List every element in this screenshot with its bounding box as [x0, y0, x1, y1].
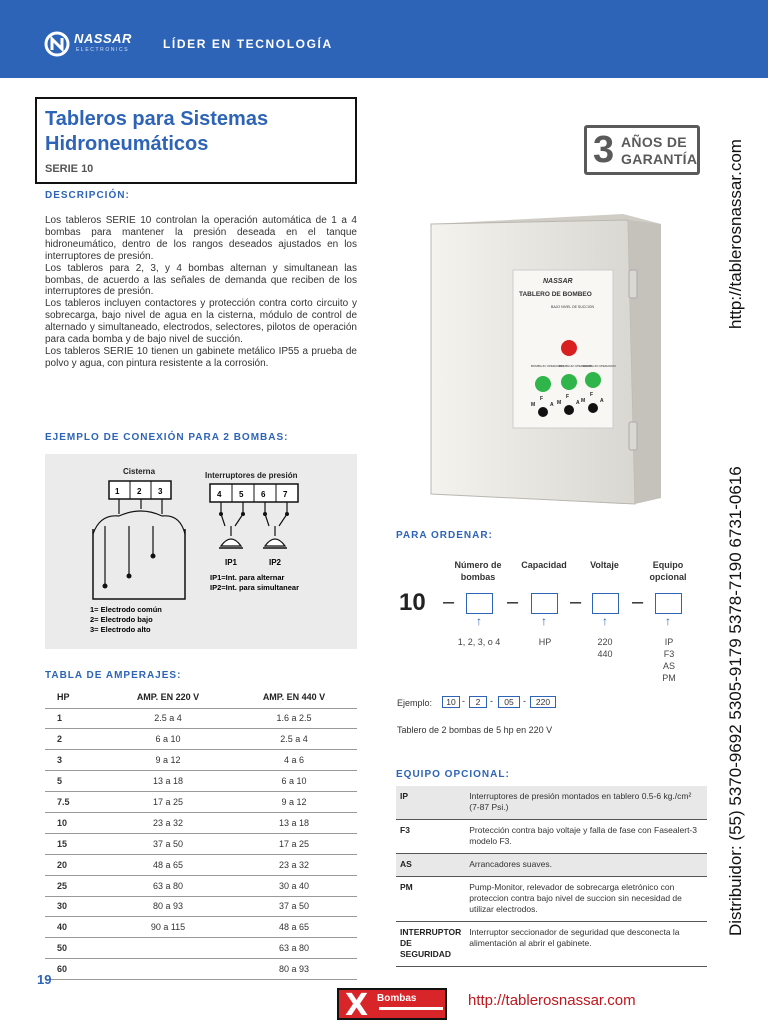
order-box-voltaje — [592, 593, 619, 614]
dash: – — [632, 591, 644, 613]
terminal-5: 5 — [239, 490, 244, 499]
table-cell: 37 a 50 — [231, 896, 357, 917]
low-level-pilot-icon — [561, 340, 577, 356]
table-cell: 17 a 25 — [105, 792, 231, 813]
equipo-desc: Interruptor seccionador de seguridad que desconecta la alimentación al abrir el gabinete. — [465, 922, 707, 967]
table-cell: 2 — [45, 729, 105, 750]
table-cell: 23 a 32 — [105, 812, 231, 833]
terminal-2: 2 — [137, 487, 142, 496]
description-paragraph: Los tableros incluyen contactores y protección contra corto circuito y sobrecarga, bajo nivel de agua en la cisterna, módulo de control de alternado y simultaneado, electrodos, selectores, pilotos de operación para cada bomba y de bajo nivel de succión. — [45, 298, 357, 346]
table-row — [396, 820, 707, 854]
table-cell: 48 a 65 — [105, 854, 231, 875]
table-row — [45, 938, 357, 959]
equipo-desc: Protección contra bajo voltaje y falla de fase con Fasealert-3 modelo F3. — [465, 820, 707, 854]
ordenar-heading: PARA ORDENAR: — [396, 530, 493, 541]
up-arrow-icon: ↑ — [602, 614, 608, 628]
ip2-label: IP2 — [269, 558, 282, 567]
note-electrodo-1: 1= Electrodo común — [90, 605, 162, 614]
arrow-icon — [379, 1007, 443, 1010]
table-cell: 1 — [45, 708, 105, 729]
warranty-text — [621, 134, 697, 168]
dash: - — [490, 696, 493, 706]
table-row — [45, 708, 357, 729]
table-cell: 80 a 93 — [231, 959, 357, 980]
selector-letter: F — [540, 396, 544, 402]
table-cell: 23 a 32 — [231, 854, 357, 875]
cabinet-image — [423, 210, 668, 510]
table-cell: 5 — [45, 771, 105, 792]
equipo-desc: Interruptores de presión montados en tablero 0.5-6 kg./cm² (7-87 Psi.) — [465, 786, 707, 820]
note-electrodo-2: 2= Electrodo bajo — [90, 615, 153, 624]
equipo-heading: EQUIPO OPCIONAL: — [396, 769, 510, 780]
series-label: SERIE 10 — [45, 163, 94, 175]
table-row — [45, 729, 357, 750]
side-distribuidor — [726, 428, 756, 936]
table-row — [396, 854, 707, 877]
brand-name: NASSAR — [74, 31, 132, 46]
xbombas-word: Bombas — [377, 993, 417, 1004]
col-header-bombas: Número de bombas — [454, 560, 502, 582]
options-capacidad: HP — [538, 637, 552, 647]
table-cell: 80 a 93 — [105, 896, 231, 917]
interruptores-label: Interruptores de presión — [205, 471, 298, 480]
equipo-desc: Arrancadores suaves. — [465, 854, 707, 877]
selector-letter: A — [576, 400, 580, 406]
table-cell: 4 a 6 — [231, 750, 357, 771]
xbombas-logo — [337, 988, 447, 1023]
table-cell: 90 a 115 — [105, 917, 231, 938]
header-tagline: LÍDER EN TECNOLOGÍA — [163, 37, 333, 51]
table-cell: 2.5 a 4 — [231, 729, 357, 750]
terminal-3: 3 — [158, 487, 163, 496]
equipo-code: PM — [396, 877, 465, 922]
table-cell: 30 a 40 — [231, 875, 357, 896]
col-header-voltaje: Voltaje — [590, 560, 619, 570]
ordenar-prefix: 10 — [399, 589, 426, 616]
table-cell — [105, 959, 231, 980]
description-heading: DESCRIPCIÓN: — [45, 190, 130, 201]
terminal-6: 6 — [261, 490, 266, 499]
up-arrow-icon: ↑ — [541, 614, 547, 628]
options-bombas: 1, 2, 3, o 4 — [457, 637, 501, 647]
cabinet-title: TABLERO DE BOMBEO — [519, 291, 592, 298]
dash: - — [462, 696, 465, 706]
pump3-pilot-icon — [585, 372, 601, 388]
order-box-equipo — [655, 593, 682, 614]
table-cell: 48 a 65 — [231, 917, 357, 938]
ejemplo-box: 220 — [530, 696, 556, 708]
table-cell: 63 a 80 — [231, 938, 357, 959]
xbombas-x: X — [345, 988, 369, 1023]
table-cell: 9 a 12 — [231, 792, 357, 813]
side-distribuidor-text: Distribuidor: (55) 5370-9692 5305-9179 5378-7190 6731-0616 — [726, 466, 745, 936]
table-header-row — [45, 686, 357, 708]
selector-letter: F — [566, 394, 570, 400]
ejemplo-description: Tablero de 2 bombas de 5 hp en 220 V — [397, 725, 553, 735]
ejemplo-label: Ejemplo: — [397, 698, 433, 708]
description-paragraph: Los tableros para 2, 3, y 4 bombas alternan y simultanean las bombas, de acuerdo a las señales de demanda que reciben de los interruptores de presión. — [45, 262, 357, 298]
col-header-capacidad: Capacidad — [521, 560, 567, 570]
selector-letter: M — [581, 398, 586, 404]
table-cell: 7.5 — [45, 792, 105, 813]
up-arrow-icon: ↑ — [665, 614, 671, 628]
table-cell: 10 — [45, 812, 105, 833]
table-row — [45, 792, 357, 813]
equipo-code: F3 — [396, 820, 465, 854]
table-row — [45, 750, 357, 771]
side-url-text[interactable]: http://tablerosnassar.com — [726, 139, 745, 329]
warranty-number: 3 — [593, 129, 615, 171]
table-cell: 60 — [45, 959, 105, 980]
up-arrow-icon: ↑ — [476, 614, 482, 628]
terminal-1: 1 — [115, 487, 120, 496]
selector2-icon — [564, 405, 574, 415]
page-number: 19 — [37, 972, 52, 987]
dash: – — [570, 591, 582, 613]
pilot-label-3: BOMBA #3 OPERANDO — [583, 364, 616, 368]
terminal-7: 7 — [283, 490, 288, 499]
table-row — [45, 875, 357, 896]
selector-letter: F — [590, 392, 594, 398]
table-row — [45, 812, 357, 833]
column-header: HP — [45, 686, 105, 708]
dash: – — [443, 591, 455, 613]
cabinet-low-level-label: BAJO NIVEL DE SUCCION — [551, 305, 595, 309]
equipo-code: INTERRUPTOR DE SEGURIDAD — [396, 922, 465, 967]
selector-letter: M — [531, 402, 536, 408]
table-cell: 15 — [45, 833, 105, 854]
dash: – — [507, 591, 519, 613]
table-cell: 37 a 50 — [105, 833, 231, 854]
note-ip1: IP1=Int. para alternar — [210, 573, 285, 582]
column-header: AMP. EN 440 V — [231, 686, 357, 708]
table-row — [45, 959, 357, 980]
wiring-diagram-svg — [45, 454, 357, 649]
description-paragraph: Los tableros SERIE 10 tienen un gabinete metálico IP55 a prueba de polvo y agua, con pintura resistente a la corrosión. — [45, 345, 357, 369]
table-row — [45, 854, 357, 875]
warranty-badge — [584, 125, 700, 175]
selector-letter: M — [557, 400, 562, 406]
ejemplo-box: 10 — [442, 696, 460, 708]
nassar-logo-icon — [44, 31, 70, 57]
pilot-label-1: BOMBA #1 OPERANDO — [531, 364, 564, 368]
table-cell: 6 a 10 — [231, 771, 357, 792]
cabinet-brand: NASSAR — [543, 278, 573, 285]
table-row — [396, 786, 707, 820]
table-cell: 6 a 10 — [105, 729, 231, 750]
pump1-pilot-icon — [535, 376, 551, 392]
ip1-label: IP1 — [225, 558, 238, 567]
pilot-label-2: BOMBA #2 OPERANDO — [559, 364, 592, 368]
table-cell: 17 a 25 — [231, 833, 357, 854]
equipo-code: AS — [396, 854, 465, 877]
table-cell: 3 — [45, 750, 105, 771]
table-row — [396, 922, 707, 967]
table-cell: 30 — [45, 896, 105, 917]
table-row — [45, 896, 357, 917]
cisterna-label: Cisterna — [123, 467, 156, 476]
equipo-desc: Pump-Monitor, relevador de sobrecarga eletrónico con proteccion contra bajo nivel de succion sin necesidad de utilizar electrodos. — [465, 877, 707, 922]
table-row — [45, 771, 357, 792]
table-cell: 1.6 a 2.5 — [231, 708, 357, 729]
col-header-equipo: Equipo opcional — [649, 560, 687, 582]
table-cell: 40 — [45, 917, 105, 938]
order-box-capacidad — [531, 593, 558, 614]
equipo-code: IP — [396, 786, 465, 820]
table-cell: 13 a 18 — [105, 771, 231, 792]
table-row — [45, 917, 357, 938]
options-voltaje: 220 440 — [597, 637, 613, 659]
selector1-icon — [538, 407, 548, 417]
selector-letter: A — [550, 402, 554, 408]
conexion-heading: EJEMPLO DE CONEXIÓN PARA 2 BOMBAS: — [45, 432, 289, 443]
description-paragraph: Los tableros SERIE 10 controlan la operación automática de 1 a 4 bombas para mantener la presión deseada en el tanque hidroneumático, dentro de los rangos deseados ajustados en los interruptores de presión. — [45, 215, 357, 262]
table-cell: 63 a 80 — [105, 875, 231, 896]
selector-letter: A — [600, 398, 604, 404]
table-cell: 50 — [45, 938, 105, 959]
table-cell: 20 — [45, 854, 105, 875]
selector3-icon — [588, 403, 598, 413]
title-box — [35, 97, 357, 184]
table-cell: 9 a 12 — [105, 750, 231, 771]
side-url[interactable] — [726, 99, 756, 329]
note-ip2: IP2=Int. para simultanear — [210, 583, 299, 592]
page-title: Tableros para Sistemas Hidroneumáticos — [45, 108, 269, 155]
footer-url-link[interactable]: http://tablerosnassar.com — [468, 992, 636, 1009]
connection-diagram — [45, 454, 357, 649]
header-bar — [0, 0, 768, 78]
column-header: AMP. EN 220 V — [105, 686, 231, 708]
table-cell: 2.5 a 4 — [105, 708, 231, 729]
equipo-table — [396, 786, 707, 967]
table-cell: 13 a 18 — [231, 812, 357, 833]
table-row — [45, 833, 357, 854]
dash: - — [523, 696, 526, 706]
warranty-line2: GARANTÍA — [621, 151, 698, 167]
pump2-pilot-icon — [561, 374, 577, 390]
table-row — [396, 877, 707, 922]
brand-sub: ELECTRONICS — [76, 47, 130, 53]
options-equipo: IP F3 AS PM — [662, 637, 676, 683]
order-box-bombas — [466, 593, 493, 614]
warranty-line1: AÑOS DE — [621, 134, 687, 150]
terminal-4: 4 — [217, 490, 222, 499]
amperajes-heading: TABLA DE AMPERAJES: — [45, 670, 182, 681]
table-cell: 25 — [45, 875, 105, 896]
description-text — [45, 215, 357, 370]
table-cell — [105, 938, 231, 959]
note-electrodo-3: 3= Electrodo alto — [90, 625, 151, 634]
ejemplo-box: 2 — [469, 696, 487, 708]
amperajes-body — [45, 708, 357, 980]
ejemplo-box: 05 — [498, 696, 520, 708]
amperajes-table — [45, 686, 357, 980]
